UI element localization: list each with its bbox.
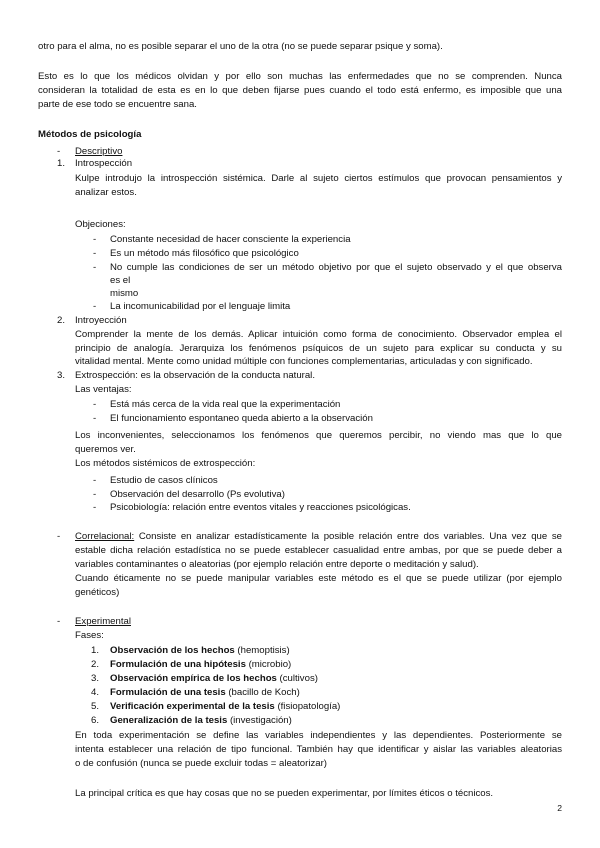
correlacional-heading: Correlacional:	[75, 531, 135, 542]
bullet-dash: -	[57, 616, 61, 627]
intro-paragraph-line-1: Esto es lo que los médicos olvidan y por ello son muchas las enfermedades que no se comprenden. Nunca	[38, 71, 562, 82]
systemic-method-item: Observación del desarrollo (Ps evolutiva)	[110, 489, 285, 500]
intro-paragraph-line-3: parte de ese todo se encuentre sana.	[38, 99, 197, 110]
bullet-dash: -	[93, 262, 97, 273]
systemic-method-item: Estudio de casos clínicos	[110, 475, 218, 486]
phase-example: (hemoptisis)	[234, 645, 290, 656]
introyeccion-line-1: Comprender la mente de los demás. Aplicar intuición como forma de conocimiento. Observador emplea el	[75, 329, 562, 340]
inconvenients-line-1: Los inconvenientes, seleccionamos los fenómenos que queremos percibir, no viendo mas que lo que	[75, 430, 562, 441]
list-number: 2.	[57, 315, 66, 326]
extrospeccion-title: Extrospección: es la observación de la conducta natural.	[75, 370, 315, 381]
experimental-line-3: o de confusión (nunca se puede excluir todas = aleatorizar)	[75, 758, 327, 769]
phase-item	[110, 715, 292, 727]
page-number: 2	[557, 803, 562, 813]
bullet-dash: -	[93, 502, 97, 513]
phase-item	[110, 645, 290, 657]
objection-item: La incomunicabilidad por el lenguaje limita	[110, 301, 291, 312]
correlacional-line-4: Cuando éticamente no se puede manipular variables este método es el que se puede utilizar (por ejemplo	[75, 573, 562, 584]
objection-item: Es un método más filosófico que psicológico	[110, 248, 299, 259]
phase-item	[110, 673, 318, 685]
introyeccion-line-2: principio de analogía. Jerarquiza los fenómenos psíquicos de un sujeto para explicar su conducta y su	[75, 343, 562, 354]
experimental-heading: Experimental	[75, 616, 131, 627]
phase-example: (investigación)	[227, 715, 292, 726]
phase-item	[110, 659, 291, 671]
phase-example: (fisiopatología)	[274, 701, 341, 712]
list-number: 1.	[57, 158, 66, 169]
objections-title: Objeciones:	[75, 219, 126, 230]
introspeccion-line-1: Kulpe introdujo la introspección sistémica. Darle al sujeto ciertos estímulos que provocan pensamientos y	[75, 173, 562, 184]
objection-item: No cumple las condiciones de ser un método objetivo por que el sujeto observado y el que observa	[110, 262, 562, 273]
bullet-dash: -	[57, 531, 61, 542]
correlacional-line-2: estable dicha relación estadística no se puede establecer casualidad entre ambas, por que se puede deber a	[75, 545, 562, 556]
phase-example: (cultivos)	[276, 673, 318, 684]
intro-line: otro para el alma, no es posible separar el uno de la otra (no se puede separar psique y soma).	[38, 41, 443, 52]
bullet-dash: -	[93, 489, 97, 500]
phase-number: 4.	[91, 687, 100, 698]
introyeccion-line-3: vitalidad mental. Mente como unidad múltiple con funciones complementarias, articuladas y con significado.	[75, 356, 533, 367]
introyeccion-title: Introyección	[75, 315, 127, 326]
objection-item-cont: es el	[110, 275, 131, 286]
section-title: Métodos de psicología	[38, 129, 142, 140]
correlacional-line-1	[75, 531, 562, 543]
correlacional-text: Consiste en analizar estadísticamente la posible relación entre dos variables. Una vez que se	[134, 531, 562, 542]
phases-title: Fases:	[75, 630, 104, 641]
experimental-line-2: intenta establecer una relación de tipo funcional. También hay que identificar y aislar las variables aleatorias	[75, 744, 562, 755]
intro-paragraph-line-2: consideran la totalidad de esta es en lo que deben fijarse pues cuando el todo está enfermo, es imposible que una	[38, 85, 562, 96]
phase-example: (microbio)	[245, 659, 292, 670]
bullet-dash: -	[93, 248, 97, 259]
phase-item	[110, 701, 340, 713]
systemic-methods-title: Los métodos sistémicos de extrospección:	[75, 458, 256, 469]
phase-number: 2.	[91, 659, 100, 670]
phase-number: 6.	[91, 715, 100, 726]
bullet-dash: -	[93, 475, 97, 486]
objection-item-cont: mismo	[110, 288, 139, 299]
bullet-dash: -	[93, 301, 97, 312]
phase-number: 1.	[91, 645, 100, 656]
list-number: 3.	[57, 370, 66, 381]
phase-name: Formulación de una tesis	[110, 687, 226, 698]
systemic-method-item: Psicobiología: relación entre eventos vitales y reacciones psicológicas.	[110, 502, 411, 513]
bullet-dash: -	[57, 146, 61, 157]
introspeccion-title: Introspección	[75, 158, 133, 169]
bullet-dash: -	[93, 399, 97, 410]
phase-name: Observación empírica de los hechos	[110, 673, 277, 684]
bullet-dash: -	[93, 413, 97, 424]
phase-number: 5.	[91, 701, 100, 712]
objection-item: Constante necesidad de hacer consciente la experiencia	[110, 234, 351, 245]
phase-number: 3.	[91, 673, 100, 684]
inconvenients-line-2: queremos ver.	[75, 444, 136, 455]
advantage-item: Está más cerca de la vida real que la experimentación	[110, 399, 341, 410]
phase-item	[110, 687, 300, 699]
phase-name: Verificación experimental de la tesis	[110, 701, 275, 712]
introspeccion-line-2: analizar estos.	[75, 187, 137, 198]
phase-name: Observación de los hechos	[110, 645, 235, 656]
advantage-item: El funcionamiento espontaneo queda abierto a la observación	[110, 413, 373, 424]
phase-name: Formulación de una hipótesis	[110, 659, 246, 670]
critique-line: La principal crítica es que hay cosas que no se pueden experimentar, por límites éticos o técnicos.	[75, 788, 494, 799]
experimental-line-1: En toda experimentación se define las variables independientes y las dependientes. Posteriormente se	[75, 730, 562, 741]
descriptivo-heading: Descriptivo	[75, 146, 123, 157]
correlacional-line-3: variables contaminantes o aleatorias (por ejemplo relación entre deporte o meditación y salud).	[75, 559, 479, 570]
phase-example: (bacillo de Koch)	[225, 687, 300, 698]
phase-name: Generalización de la tesis	[110, 715, 228, 726]
correlacional-line-5: genéticos)	[75, 587, 120, 598]
advantages-title: Las ventajas:	[75, 384, 132, 395]
bullet-dash: -	[93, 234, 97, 245]
